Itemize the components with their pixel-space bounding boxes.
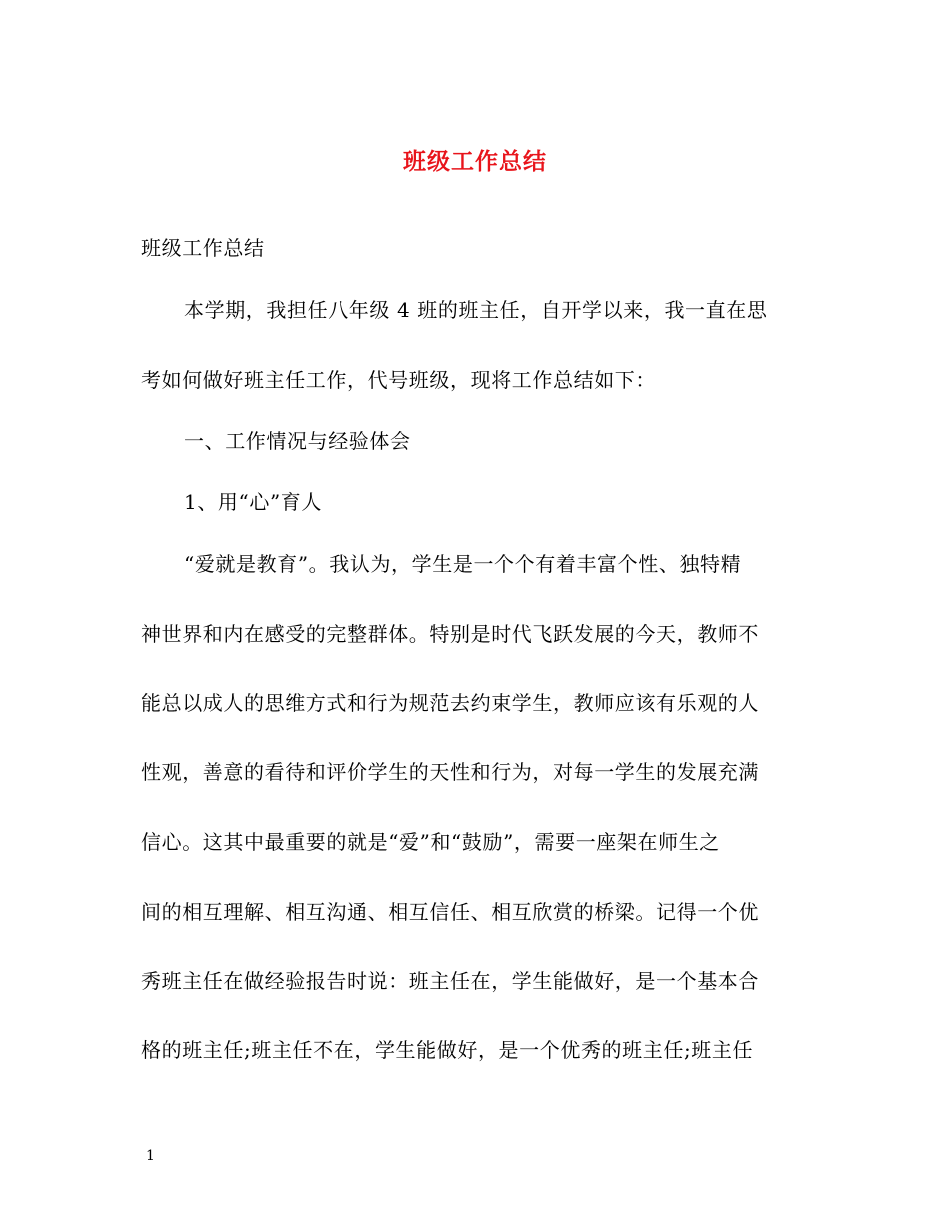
section-heading: 班级工作总结 [141, 236, 265, 260]
paragraph-line: 秀班主任在做经验报告时说：班主任在，学生能做好，是一个基本合 [141, 969, 759, 993]
document-title: 班级工作总结 [403, 148, 547, 175]
subsection-heading-1: 1、用“心”育人 [184, 490, 322, 514]
paragraph-line: 间的相互理解、相互沟通、相互信任、相互欣赏的桥梁。记得一个优 [141, 900, 759, 924]
paragraph-line: 性观，善意的看待和评价学生的天性和行为，对每一学生的发展充满 [141, 760, 759, 784]
paragraph-line: 格的班主任;班主任不在，学生能做好，是一个优秀的班主任;班主任 [141, 1038, 754, 1062]
page-number: 1 [146, 1148, 155, 1164]
section-heading-1: 一、工作情况与经验体会 [184, 429, 411, 453]
paragraph-line: 考如何做好班主任工作，代号班级，现将工作总结如下： [141, 368, 656, 392]
paragraph-line: 本学期，我担任八年级 4 班的班主任，自开学以来，我一直在思 [184, 298, 768, 322]
paragraph-line: 能总以成人的思维方式和行为规范去约束学生，教师应该有乐观的人 [141, 691, 759, 715]
paragraph-line: “爱就是教育”。我认为，学生是一个个有着丰富个性、独特精 [184, 552, 742, 576]
paragraph-line: 信心。这其中最重要的就是“爱”和“鼓励”，需要一座架在师生之 [141, 830, 720, 854]
paragraph-line: 神世界和内在感受的完整群体。特别是时代飞跃发展的今天，教师不 [141, 622, 759, 646]
